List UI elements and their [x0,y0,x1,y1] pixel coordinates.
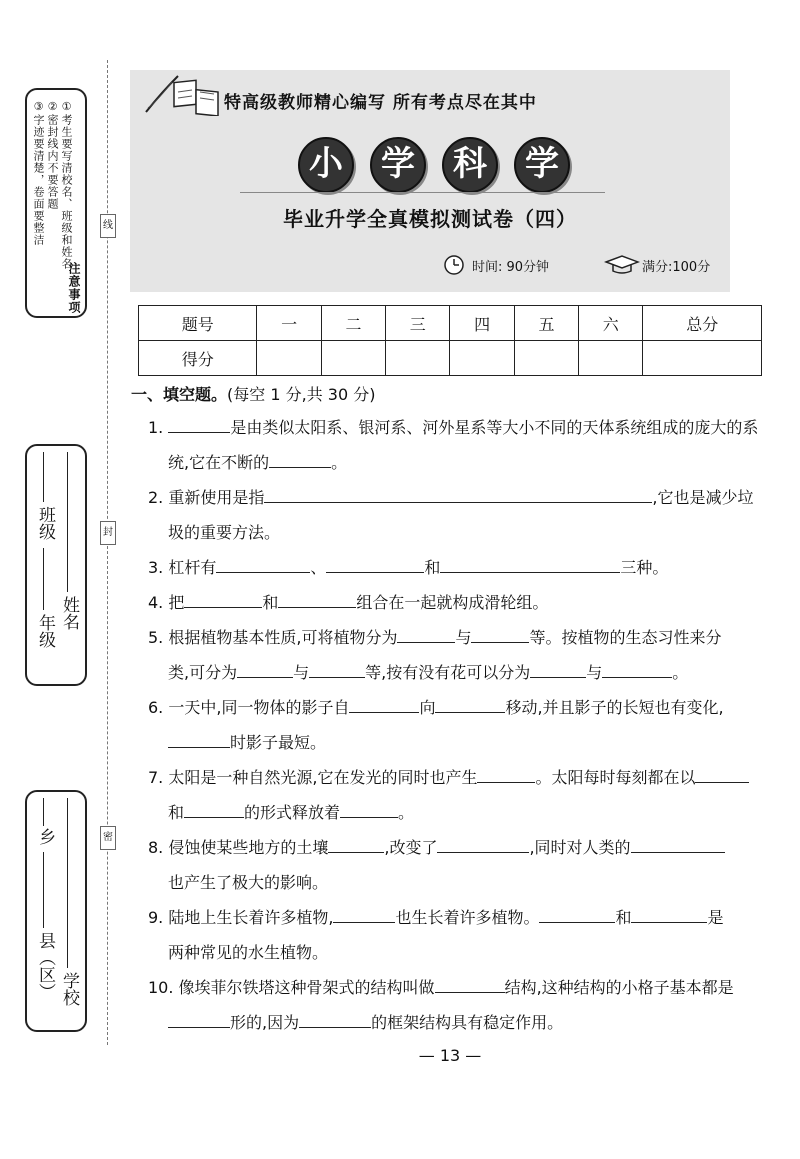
question-10 [148,970,773,1040]
cut-mark-secret: 密 [100,826,116,850]
full-score: 满分:100分 [642,260,711,275]
table-row [139,341,762,376]
table-row [139,306,762,341]
answer-blank[interactable] [168,1009,230,1028]
question-text: 圾的重要方法。 [168,523,281,542]
time-limit: 时间: 90分钟 [472,260,550,275]
question-text: 太阳是一种自然光源,它在发光的同时也产生 [168,768,478,787]
answer-blank[interactable] [168,414,230,433]
question-text: 形的,因为 [230,1013,300,1032]
answer-blank[interactable] [264,484,652,503]
score-cell[interactable] [257,341,321,376]
note-3: ③字迹要清楚，卷面要整洁 [32,100,45,246]
question-number: 1. [148,418,164,437]
answer-blank[interactable] [602,659,672,678]
question-number: 6. [148,698,164,717]
question-text: 统,它在不断的 [168,453,270,472]
class-field[interactable] [43,452,44,502]
answer-blank[interactable] [477,764,535,783]
question-text: 三种。 [620,558,669,577]
answer-blank[interactable] [539,904,615,923]
score-cell[interactable] [579,341,643,376]
question-text: ,改变了 [384,838,438,857]
score-cell[interactable] [643,341,762,376]
question-1 [148,410,773,480]
table-header-cell: 五 [514,306,578,341]
question-8 [148,830,773,900]
answer-blank[interactable] [695,764,749,783]
township-field[interactable] [43,798,44,826]
question-text: 时影子最短。 [230,733,327,752]
section-title: 一、填空题。 [131,385,228,404]
county-field[interactable] [43,852,44,928]
question-9 [148,900,773,970]
question-text: 和 [168,803,185,822]
grade-name-box [25,444,87,686]
title-divider [240,192,605,193]
book-quill-icon [142,72,224,116]
question-number: 4. [148,593,164,612]
score-cell[interactable] [450,341,514,376]
question-number: 3. [148,558,164,577]
score-cell[interactable] [386,341,450,376]
table-header-cell: 四 [450,306,514,341]
question-text: 和 [615,908,632,927]
answer-blank[interactable] [437,834,529,853]
question-5 [148,620,773,690]
question-text: 的框架结构具有稳定作用。 [371,1013,564,1032]
subject-char-4: 学 [514,137,570,193]
cut-mark-seal: 封 [100,521,116,545]
question-4 [148,585,773,620]
subject-char-2: 学 [370,137,426,193]
question-text: 像埃菲尔铁塔这种骨架式的结构叫做 [178,978,435,997]
grade-field[interactable] [43,548,44,610]
answer-blank[interactable] [269,449,331,468]
question-7 [148,760,773,830]
question-text: 、 [310,558,327,577]
question-2 [148,480,773,550]
notes-title: 注意事项 [67,262,81,314]
question-text: 是由类似太阳系、银河系、河外星系等大小不同的天体系统组成的庞大的系 [230,418,759,437]
clock-icon [440,254,468,276]
question-text: 类,可分为 [168,663,238,682]
answer-blank[interactable] [326,554,424,573]
question-text: 等。按植物的生态习性来分 [529,628,722,647]
question-number: 10. [148,978,174,997]
slogan: 特高级教师精心编写 所有考点尽在其中 [224,93,537,113]
question-text: 一天中,同一物体的影子自 [168,698,350,717]
question-text: 。 [398,803,415,822]
section-note: (每空 1 分,共 30 分) [227,385,376,404]
table-header-cell: 三 [386,306,450,341]
answer-blank[interactable] [184,799,244,818]
score-cell[interactable] [514,341,578,376]
question-text: 也产生了极大的影响。 [168,873,329,892]
answer-blank[interactable] [328,834,384,853]
township-label: 乡 [35,828,55,845]
question-text: 和 [424,558,441,577]
question-text: 与 [293,663,310,682]
note-1: ①考生要写清校名、班级和姓名 [60,100,73,270]
answer-blank[interactable] [168,729,230,748]
table-header-cell: 题号 [139,306,257,341]
question-text: 结构,这种结构的小格子基本都是 [504,978,734,997]
answer-blank[interactable] [184,589,262,608]
answer-blank[interactable] [340,799,398,818]
table-header-cell: 总分 [643,306,762,341]
question-text: 是 [707,908,724,927]
question-text: 。 [672,663,689,682]
answer-blank[interactable] [299,1009,371,1028]
question-text: 。太阳每时每刻都在以 [535,768,696,787]
table-header-cell: 六 [579,306,643,341]
school-label: 学校 [59,972,79,1006]
question-text: 侵蚀使某些地方的土壤 [168,838,329,857]
score-row-label: 得分 [139,341,257,376]
answer-blank[interactable] [333,904,395,923]
question-number: 7. [148,768,164,787]
answer-blank[interactable] [530,659,586,678]
table-header-cell: 二 [321,306,385,341]
question-text: 重新使用是指 [168,488,265,507]
question-text: 两种常见的水生植物。 [168,943,329,962]
answer-blank[interactable] [435,974,505,993]
question-number: 2. [148,488,164,507]
section-header [131,382,375,405]
question-text: 向 [419,698,436,717]
question-text: 移动,并且影子的长短也有变化, [505,698,724,717]
exam-title: 毕业升学全真模拟测试卷（四） [283,207,577,231]
name-field[interactable] [67,452,68,592]
subject-char-1: 小 [298,137,354,193]
school-field[interactable] [67,798,68,968]
question-text: 等,按有没有花可以分为 [365,663,531,682]
class-label: 班级 [35,506,55,540]
question-text: 与 [455,628,472,647]
question-text: 。 [331,453,348,472]
question-text: ,它也是减少垃 [652,488,754,507]
county-label: 县（区） [35,932,55,1000]
question-text: 根据植物基本性质,可将植物分为 [168,628,398,647]
question-number: 8. [148,838,164,857]
answer-blank[interactable] [440,554,620,573]
question-text: 与 [586,663,603,682]
page-number: — 13 — [418,1046,482,1065]
name-label: 姓名 [59,596,79,630]
question-number: 5. [148,628,164,647]
question-number: 9. [148,908,164,927]
cut-mark-line: 线 [100,214,116,238]
table-header-cell: 一 [257,306,321,341]
question-text: 和 [262,593,279,612]
school-box [25,790,87,1032]
answer-blank[interactable] [216,554,310,573]
answer-blank[interactable] [309,659,365,678]
score-table [138,305,762,376]
grade-label: 年级 [35,614,55,648]
question-text: 组合在一起就构成滑轮组。 [356,593,549,612]
answer-blank[interactable] [471,624,529,643]
question-text: 杠杆有 [168,558,217,577]
question-6 [148,690,773,760]
answer-blank[interactable] [631,904,707,923]
question-text: ,同时对人类的 [529,838,631,857]
answer-blank[interactable] [349,694,419,713]
note-2: ②密封线内不要答题 [46,100,59,210]
question-3 [148,550,773,585]
answer-blank[interactable] [631,834,725,853]
answer-blank[interactable] [435,694,505,713]
question-text: 也生长着许多植物。 [395,908,540,927]
subject-char-3: 科 [442,137,498,193]
question-text: 把 [168,593,185,612]
score-cell[interactable] [321,341,385,376]
graduation-cap-icon [604,254,640,276]
answer-blank[interactable] [397,624,455,643]
answer-blank[interactable] [237,659,293,678]
answer-blank[interactable] [278,589,356,608]
question-text: 陆地上生长着许多植物, [168,908,334,927]
question-text: 的形式释放着 [244,803,341,822]
